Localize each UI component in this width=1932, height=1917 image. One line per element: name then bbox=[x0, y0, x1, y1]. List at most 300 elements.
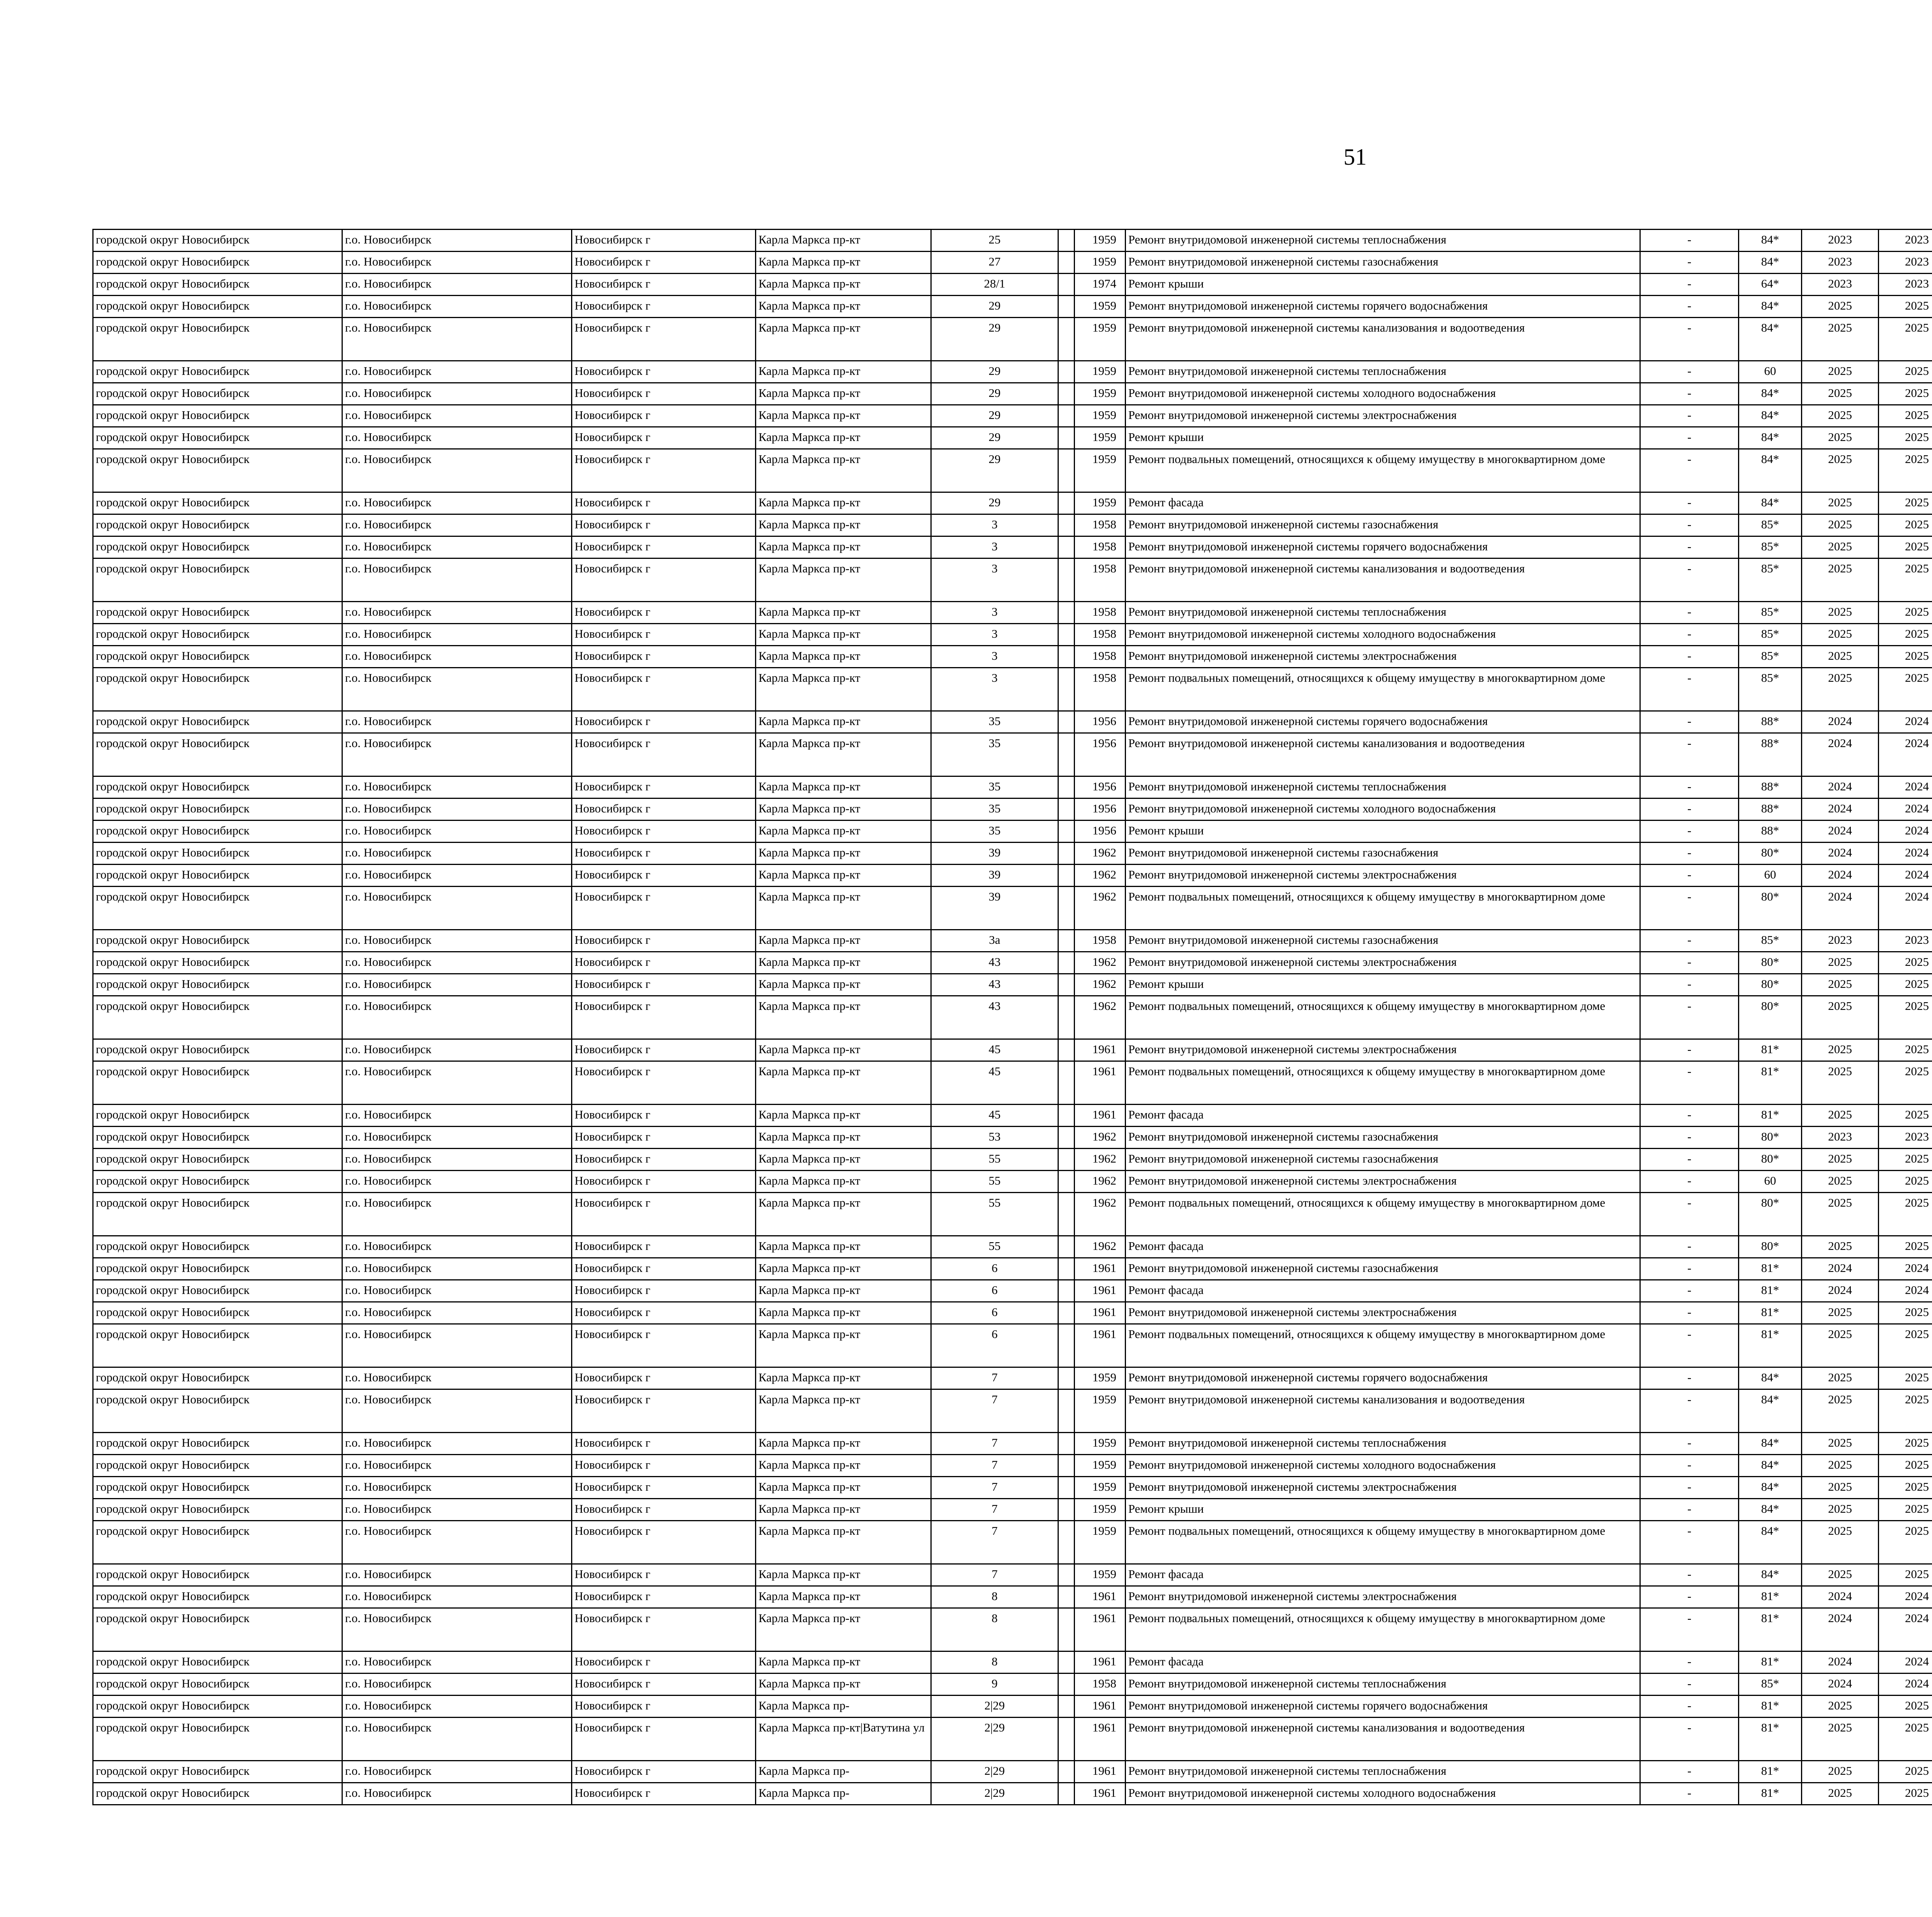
cell-district: г.о. Новосибирск bbox=[342, 318, 572, 361]
cell-street: Карла Маркса пр-кт bbox=[756, 646, 931, 668]
cell-plan-start-year: 2025 bbox=[1802, 405, 1879, 427]
cell-municipality: городской округ Новосибирск bbox=[93, 1696, 342, 1718]
cell-settlement: Новосибирск г bbox=[572, 1193, 756, 1236]
cell-municipality: городской округ Новосибирск bbox=[93, 1061, 342, 1105]
cell-plan-end-year: 2025 bbox=[1879, 1367, 1932, 1389]
cell-plan-end-year: 2025 bbox=[1879, 668, 1932, 711]
cell-work-type: Ремонт внутридомовой инженерной системы электроснабжения bbox=[1126, 1477, 1640, 1499]
cell-house-number: 55 bbox=[931, 1171, 1058, 1193]
cell-wear-percent: 84* bbox=[1739, 1455, 1802, 1477]
cell-plan-end-year: 2024 bbox=[1879, 1608, 1932, 1651]
cell-year-built: 1959 bbox=[1075, 318, 1126, 361]
cell-municipality: городской округ Новосибирск bbox=[93, 1521, 342, 1564]
cell-year-built: 1961 bbox=[1075, 1324, 1126, 1367]
cell-municipality: городской округ Новосибирск bbox=[93, 821, 342, 843]
cell-dash-col: - bbox=[1640, 1061, 1739, 1105]
cell-year-built: 1956 bbox=[1075, 776, 1126, 798]
table-row bbox=[93, 776, 1932, 798]
cell-plan-start-year: 2025 bbox=[1802, 602, 1879, 624]
cell-street: Карла Маркса пр-кт bbox=[756, 296, 931, 318]
cell-street: Карла Маркса пр- bbox=[756, 1696, 931, 1718]
cell-wear-percent: 81* bbox=[1739, 1061, 1802, 1105]
cell-street: Карла Маркса пр-кт bbox=[756, 602, 931, 624]
cell-settlement: Новосибирск г bbox=[572, 1039, 756, 1061]
cell-work-type: Ремонт крыши bbox=[1126, 821, 1640, 843]
cell-municipality: городской округ Новосибирск bbox=[93, 798, 342, 821]
cell-district: г.о. Новосибирск bbox=[342, 252, 572, 274]
cell-street: Карла Маркса пр-кт bbox=[756, 1455, 931, 1477]
cell-house-number: 45 bbox=[931, 1039, 1058, 1061]
cell-year-built: 1959 bbox=[1075, 296, 1126, 318]
cell-municipality: городской округ Новосибирск bbox=[93, 1149, 342, 1171]
cell-municipality: городской округ Новосибирск bbox=[93, 952, 342, 974]
cell-dash-col: - bbox=[1640, 1149, 1739, 1171]
cell-wear-percent: 84* bbox=[1739, 427, 1802, 449]
cell-wear-percent: 80* bbox=[1739, 1236, 1802, 1258]
cell-plan-end-year: 2025 bbox=[1879, 536, 1932, 558]
cell-district: г.о. Новосибирск bbox=[342, 843, 572, 865]
cell-plan-start-year: 2023 bbox=[1802, 930, 1879, 952]
cell-settlement: Новосибирск г bbox=[572, 558, 756, 602]
cell-wear-percent: 64* bbox=[1739, 274, 1802, 296]
cell-settlement: Новосибирск г bbox=[572, 230, 756, 252]
table-row bbox=[93, 1761, 1932, 1783]
cell-work-type: Ремонт внутридомовой инженерной системы электроснабжения bbox=[1126, 1039, 1640, 1061]
cell-dash-col: - bbox=[1640, 1651, 1739, 1674]
cell-empty-col bbox=[1058, 318, 1075, 361]
cell-work-type: Ремонт подвальных помещений, относящихся к общему имуществу в многоквартирном доме bbox=[1126, 668, 1640, 711]
cell-district: г.о. Новосибирск bbox=[342, 1651, 572, 1674]
cell-plan-start-year: 2023 bbox=[1802, 1127, 1879, 1149]
cell-district: г.о. Новосибирск bbox=[342, 930, 572, 952]
cell-dash-col: - bbox=[1640, 1280, 1739, 1302]
cell-dash-col: - bbox=[1640, 1039, 1739, 1061]
cell-wear-percent: 80* bbox=[1739, 843, 1802, 865]
cell-street: Карла Маркса пр-кт bbox=[756, 1586, 931, 1608]
cell-municipality: городской округ Новосибирск bbox=[93, 1127, 342, 1149]
cell-dash-col: - bbox=[1640, 536, 1739, 558]
cell-wear-percent: 80* bbox=[1739, 952, 1802, 974]
table-row bbox=[93, 274, 1932, 296]
cell-dash-col: - bbox=[1640, 1783, 1739, 1805]
cell-empty-col bbox=[1058, 427, 1075, 449]
table-row bbox=[93, 1696, 1932, 1718]
cell-street: Карла Маркса пр-кт bbox=[756, 252, 931, 274]
cell-plan-start-year: 2025 bbox=[1802, 1149, 1879, 1171]
cell-plan-start-year: 2025 bbox=[1802, 383, 1879, 405]
cell-year-built: 1962 bbox=[1075, 843, 1126, 865]
table-row bbox=[93, 1258, 1932, 1280]
cell-plan-end-year: 2025 bbox=[1879, 646, 1932, 668]
cell-plan-end-year: 2024 bbox=[1879, 1674, 1932, 1696]
cell-wear-percent: 60 bbox=[1739, 361, 1802, 383]
cell-settlement: Новосибирск г bbox=[572, 536, 756, 558]
cell-street: Карла Маркса пр-кт bbox=[756, 274, 931, 296]
cell-empty-col bbox=[1058, 887, 1075, 930]
cell-work-type: Ремонт внутридомовой инженерной системы горячего водоснабжения bbox=[1126, 1696, 1640, 1718]
cell-work-type: Ремонт крыши bbox=[1126, 427, 1640, 449]
cell-house-number: 7 bbox=[931, 1564, 1058, 1586]
cell-plan-end-year: 2025 bbox=[1879, 1499, 1932, 1521]
cell-settlement: Новосибирск г bbox=[572, 996, 756, 1039]
cell-plan-start-year: 2025 bbox=[1802, 427, 1879, 449]
cell-settlement: Новосибирск г bbox=[572, 1608, 756, 1651]
cell-year-built: 1959 bbox=[1075, 1367, 1126, 1389]
cell-plan-start-year: 2023 bbox=[1802, 274, 1879, 296]
cell-dash-col: - bbox=[1640, 1324, 1739, 1367]
cell-plan-start-year: 2025 bbox=[1802, 1105, 1879, 1127]
cell-street: Карла Маркса пр-кт|Ватутина ул bbox=[756, 1718, 931, 1761]
cell-plan-start-year: 2024 bbox=[1802, 1258, 1879, 1280]
cell-municipality: городской округ Новосибирск bbox=[93, 974, 342, 996]
cell-plan-end-year: 2025 bbox=[1879, 1061, 1932, 1105]
cell-district: г.о. Новосибирск bbox=[342, 558, 572, 602]
cell-year-built: 1962 bbox=[1075, 1171, 1126, 1193]
cell-dash-col: - bbox=[1640, 1564, 1739, 1586]
cell-district: г.о. Новосибирск bbox=[342, 821, 572, 843]
cell-wear-percent: 81* bbox=[1739, 1302, 1802, 1324]
cell-work-type: Ремонт внутридомовой инженерной системы теплоснабжения bbox=[1126, 1674, 1640, 1696]
cell-plan-end-year: 2025 bbox=[1879, 558, 1932, 602]
cell-house-number: 29 bbox=[931, 383, 1058, 405]
cell-street: Карла Маркса пр-кт bbox=[756, 449, 931, 492]
cell-house-number: 43 bbox=[931, 952, 1058, 974]
table-row bbox=[93, 930, 1932, 952]
cell-street: Карла Маркса пр-кт bbox=[756, 952, 931, 974]
cell-year-built: 1961 bbox=[1075, 1651, 1126, 1674]
cell-dash-col: - bbox=[1640, 1455, 1739, 1477]
cell-settlement: Новосибирск г bbox=[572, 1367, 756, 1389]
table-row bbox=[93, 230, 1932, 252]
table-row bbox=[93, 1455, 1932, 1477]
table-row bbox=[93, 798, 1932, 821]
cell-wear-percent: 80* bbox=[1739, 974, 1802, 996]
cell-street: Карла Маркса пр-кт bbox=[756, 974, 931, 996]
cell-work-type: Ремонт внутридомовой инженерной системы горячего водоснабжения bbox=[1126, 711, 1640, 733]
cell-wear-percent: 81* bbox=[1739, 1718, 1802, 1761]
cell-municipality: городской округ Новосибирск bbox=[93, 1783, 342, 1805]
cell-district: г.о. Новосибирск bbox=[342, 1171, 572, 1193]
table-row bbox=[93, 536, 1932, 558]
table-row bbox=[93, 952, 1932, 974]
cell-district: г.о. Новосибирск bbox=[342, 1455, 572, 1477]
cell-district: г.о. Новосибирск bbox=[342, 1149, 572, 1171]
cell-plan-start-year: 2025 bbox=[1802, 1433, 1879, 1455]
cell-district: г.о. Новосибирск bbox=[342, 1674, 572, 1696]
cell-year-built: 1958 bbox=[1075, 646, 1126, 668]
table-row bbox=[93, 1477, 1932, 1499]
cell-wear-percent: 81* bbox=[1739, 1258, 1802, 1280]
cell-empty-col bbox=[1058, 1324, 1075, 1367]
cell-house-number: 55 bbox=[931, 1149, 1058, 1171]
cell-street: Карла Маркса пр-кт bbox=[756, 1127, 931, 1149]
cell-district: г.о. Новосибирск bbox=[342, 230, 572, 252]
cell-street: Карла Маркса пр-кт bbox=[756, 1061, 931, 1105]
cell-year-built: 1956 bbox=[1075, 798, 1126, 821]
cell-plan-end-year: 2025 bbox=[1879, 1149, 1932, 1171]
cell-wear-percent: 85* bbox=[1739, 646, 1802, 668]
cell-empty-col bbox=[1058, 1171, 1075, 1193]
cell-street: Карла Маркса пр-кт bbox=[756, 536, 931, 558]
cell-year-built: 1959 bbox=[1075, 252, 1126, 274]
cell-municipality: городской округ Новосибирск bbox=[93, 230, 342, 252]
cell-empty-col bbox=[1058, 1258, 1075, 1280]
cell-house-number: 29 bbox=[931, 405, 1058, 427]
cell-dash-col: - bbox=[1640, 733, 1739, 776]
cell-settlement: Новосибирск г bbox=[572, 427, 756, 449]
table-row bbox=[93, 843, 1932, 865]
cell-plan-end-year: 2024 bbox=[1879, 887, 1932, 930]
cell-street: Карла Маркса пр-кт bbox=[756, 318, 931, 361]
cell-wear-percent: 80* bbox=[1739, 996, 1802, 1039]
cell-settlement: Новосибирск г bbox=[572, 974, 756, 996]
cell-house-number: 2|29 bbox=[931, 1761, 1058, 1783]
cell-district: г.о. Новосибирск bbox=[342, 1564, 572, 1586]
cell-settlement: Новосибирск г bbox=[572, 624, 756, 646]
cell-municipality: городской округ Новосибирск bbox=[93, 1651, 342, 1674]
cell-plan-start-year: 2025 bbox=[1802, 1564, 1879, 1586]
cell-district: г.о. Новосибирск bbox=[342, 668, 572, 711]
cell-municipality: городской округ Новосибирск bbox=[93, 1236, 342, 1258]
cell-settlement: Новосибирск г bbox=[572, 1761, 756, 1783]
cell-settlement: Новосибирск г bbox=[572, 296, 756, 318]
table-row bbox=[93, 974, 1932, 996]
table-row bbox=[93, 1039, 1932, 1061]
cell-plan-start-year: 2024 bbox=[1802, 1586, 1879, 1608]
cell-house-number: 7 bbox=[931, 1499, 1058, 1521]
cell-settlement: Новосибирск г bbox=[572, 1651, 756, 1674]
cell-year-built: 1962 bbox=[1075, 1236, 1126, 1258]
cell-plan-start-year: 2025 bbox=[1802, 1499, 1879, 1521]
cell-plan-start-year: 2024 bbox=[1802, 1608, 1879, 1651]
cell-dash-col: - bbox=[1640, 887, 1739, 930]
cell-plan-end-year: 2025 bbox=[1879, 1455, 1932, 1477]
cell-plan-start-year: 2025 bbox=[1802, 668, 1879, 711]
cell-settlement: Новосибирск г bbox=[572, 1389, 756, 1433]
cell-plan-end-year: 2024 bbox=[1879, 1258, 1932, 1280]
cell-work-type: Ремонт крыши bbox=[1126, 274, 1640, 296]
cell-district: г.о. Новосибирск bbox=[342, 1302, 572, 1324]
cell-street: Карла Маркса пр-кт bbox=[756, 798, 931, 821]
cell-district: г.о. Новосибирск bbox=[342, 1499, 572, 1521]
cell-empty-col bbox=[1058, 1674, 1075, 1696]
cell-settlement: Новосибирск г bbox=[572, 668, 756, 711]
cell-district: г.о. Новосибирск bbox=[342, 514, 572, 536]
cell-dash-col: - bbox=[1640, 1302, 1739, 1324]
cell-dash-col: - bbox=[1640, 274, 1739, 296]
cell-settlement: Новосибирск г bbox=[572, 1258, 756, 1280]
cell-municipality: городской округ Новосибирск bbox=[93, 405, 342, 427]
cell-wear-percent: 84* bbox=[1739, 1521, 1802, 1564]
cell-house-number: 6 bbox=[931, 1324, 1058, 1367]
cell-wear-percent: 84* bbox=[1739, 1433, 1802, 1455]
cell-wear-percent: 84* bbox=[1739, 405, 1802, 427]
cell-district: г.о. Новосибирск bbox=[342, 887, 572, 930]
cell-empty-col bbox=[1058, 668, 1075, 711]
cell-work-type: Ремонт внутридомовой инженерной системы электроснабжения bbox=[1126, 952, 1640, 974]
cell-plan-end-year: 2025 bbox=[1879, 1761, 1932, 1783]
table-row bbox=[93, 602, 1932, 624]
cell-street: Карла Маркса пр-кт bbox=[756, 821, 931, 843]
cell-municipality: городской округ Новосибирск bbox=[93, 514, 342, 536]
cell-year-built: 1962 bbox=[1075, 887, 1126, 930]
cell-empty-col bbox=[1058, 776, 1075, 798]
cell-year-built: 1974 bbox=[1075, 274, 1126, 296]
cell-house-number: 6 bbox=[931, 1280, 1058, 1302]
table-row bbox=[93, 821, 1932, 843]
cell-house-number: 29 bbox=[931, 318, 1058, 361]
cell-settlement: Новосибирск г bbox=[572, 1783, 756, 1805]
cell-work-type: Ремонт внутридомовой инженерной системы канализования и водоотведения bbox=[1126, 558, 1640, 602]
cell-plan-start-year: 2025 bbox=[1802, 996, 1879, 1039]
cell-dash-col: - bbox=[1640, 930, 1739, 952]
cell-house-number: 3 bbox=[931, 624, 1058, 646]
cell-district: г.о. Новосибирск bbox=[342, 798, 572, 821]
cell-work-type: Ремонт внутридомовой инженерной системы теплоснабжения bbox=[1126, 230, 1640, 252]
cell-plan-start-year: 2024 bbox=[1802, 1280, 1879, 1302]
cell-plan-end-year: 2025 bbox=[1879, 383, 1932, 405]
cell-street: Карла Маркса пр-кт bbox=[756, 668, 931, 711]
cell-plan-end-year: 2025 bbox=[1879, 296, 1932, 318]
cell-house-number: 39 bbox=[931, 887, 1058, 930]
cell-empty-col bbox=[1058, 1105, 1075, 1127]
cell-municipality: городской округ Новосибирск bbox=[93, 624, 342, 646]
table-row bbox=[93, 318, 1932, 361]
cell-settlement: Новосибирск г bbox=[572, 1105, 756, 1127]
table-row bbox=[93, 427, 1932, 449]
cell-district: г.о. Новосибирск bbox=[342, 383, 572, 405]
cell-settlement: Новосибирск г bbox=[572, 1127, 756, 1149]
cell-street: Карла Маркса пр-кт bbox=[756, 1499, 931, 1521]
cell-house-number: 3 bbox=[931, 646, 1058, 668]
cell-municipality: городской округ Новосибирск bbox=[93, 427, 342, 449]
cell-year-built: 1959 bbox=[1075, 405, 1126, 427]
cell-district: г.о. Новосибирск bbox=[342, 996, 572, 1039]
cell-street: Карла Маркса пр-кт bbox=[756, 1149, 931, 1171]
cell-plan-start-year: 2024 bbox=[1802, 865, 1879, 887]
table-row bbox=[93, 514, 1932, 536]
cell-district: г.о. Новосибирск bbox=[342, 1718, 572, 1761]
cell-empty-col bbox=[1058, 1061, 1075, 1105]
cell-settlement: Новосибирск г bbox=[572, 1586, 756, 1608]
cell-district: г.о. Новосибирск bbox=[342, 1127, 572, 1149]
cell-work-type: Ремонт крыши bbox=[1126, 974, 1640, 996]
cell-municipality: городской округ Новосибирск bbox=[93, 602, 342, 624]
cell-year-built: 1959 bbox=[1075, 1499, 1126, 1521]
cell-settlement: Новосибирск г bbox=[572, 405, 756, 427]
cell-work-type: Ремонт внутридомовой инженерной системы электроснабжения bbox=[1126, 1302, 1640, 1324]
cell-plan-end-year: 2024 bbox=[1879, 733, 1932, 776]
table-row bbox=[93, 492, 1932, 514]
cell-plan-start-year: 2025 bbox=[1802, 449, 1879, 492]
cell-year-built: 1961 bbox=[1075, 1586, 1126, 1608]
table-row bbox=[93, 1718, 1932, 1761]
cell-empty-col bbox=[1058, 602, 1075, 624]
cell-work-type: Ремонт подвальных помещений, относящихся к общему имуществу в многоквартирном доме bbox=[1126, 996, 1640, 1039]
cell-empty-col bbox=[1058, 252, 1075, 274]
cell-dash-col: - bbox=[1640, 1433, 1739, 1455]
cell-empty-col bbox=[1058, 1302, 1075, 1324]
cell-district: г.о. Новосибирск bbox=[342, 1236, 572, 1258]
cell-dash-col: - bbox=[1640, 624, 1739, 646]
cell-year-built: 1959 bbox=[1075, 427, 1126, 449]
cell-house-number: 6 bbox=[931, 1258, 1058, 1280]
cell-street: Карла Маркса пр-кт bbox=[756, 1389, 931, 1433]
cell-dash-col: - bbox=[1640, 1127, 1739, 1149]
cell-municipality: городской округ Новосибирск bbox=[93, 646, 342, 668]
cell-work-type: Ремонт подвальных помещений, относящихся к общему имуществу в многоквартирном доме bbox=[1126, 887, 1640, 930]
cell-dash-col: - bbox=[1640, 318, 1739, 361]
cell-work-type: Ремонт внутридомовой инженерной системы электроснабжения bbox=[1126, 1171, 1640, 1193]
cell-municipality: городской округ Новосибирск bbox=[93, 1105, 342, 1127]
cell-district: г.о. Новосибирск bbox=[342, 602, 572, 624]
cell-street: Карла Маркса пр-кт bbox=[756, 1608, 931, 1651]
cell-district: г.о. Новосибирск bbox=[342, 296, 572, 318]
cell-settlement: Новосибирск г bbox=[572, 492, 756, 514]
cell-dash-col: - bbox=[1640, 383, 1739, 405]
cell-street: Карла Маркса пр-кт bbox=[756, 996, 931, 1039]
cell-municipality: городской округ Новосибирск bbox=[93, 383, 342, 405]
cell-empty-col bbox=[1058, 558, 1075, 602]
cell-work-type: Ремонт внутридомовой инженерной системы канализования и водоотведения bbox=[1126, 318, 1640, 361]
cell-work-type: Ремонт подвальных помещений, относящихся к общему имуществу в многоквартирном доме bbox=[1126, 1521, 1640, 1564]
cell-settlement: Новосибирск г bbox=[572, 776, 756, 798]
cell-municipality: городской округ Новосибирск bbox=[93, 296, 342, 318]
cell-street: Карла Маркса пр-кт bbox=[756, 427, 931, 449]
cell-plan-end-year: 2025 bbox=[1879, 1302, 1932, 1324]
cell-house-number: 53 bbox=[931, 1127, 1058, 1149]
cell-plan-start-year: 2024 bbox=[1802, 711, 1879, 733]
cell-house-number: 2|29 bbox=[931, 1718, 1058, 1761]
cell-empty-col bbox=[1058, 536, 1075, 558]
cell-plan-end-year: 2025 bbox=[1879, 1564, 1932, 1586]
cell-plan-start-year: 2024 bbox=[1802, 733, 1879, 776]
cell-wear-percent: 84* bbox=[1739, 383, 1802, 405]
cell-plan-start-year: 2025 bbox=[1802, 1696, 1879, 1718]
cell-empty-col bbox=[1058, 1586, 1075, 1608]
cell-year-built: 1961 bbox=[1075, 1280, 1126, 1302]
cell-empty-col bbox=[1058, 646, 1075, 668]
cell-street: Карла Маркса пр-кт bbox=[756, 1324, 931, 1367]
cell-municipality: городской округ Новосибирск bbox=[93, 318, 342, 361]
cell-settlement: Новосибирск г bbox=[572, 361, 756, 383]
cell-house-number: 29 bbox=[931, 361, 1058, 383]
cell-house-number: 7 bbox=[931, 1367, 1058, 1389]
cell-street: Карла Маркса пр-кт bbox=[756, 383, 931, 405]
cell-municipality: городской округ Новосибирск bbox=[93, 252, 342, 274]
cell-year-built: 1962 bbox=[1075, 1149, 1126, 1171]
cell-dash-col: - bbox=[1640, 449, 1739, 492]
table-row bbox=[93, 1127, 1932, 1149]
cell-plan-end-year: 2025 bbox=[1879, 996, 1932, 1039]
cell-settlement: Новосибирск г bbox=[572, 1521, 756, 1564]
cell-municipality: городской округ Новосибирск bbox=[93, 711, 342, 733]
cell-work-type: Ремонт фасада bbox=[1126, 1564, 1640, 1586]
cell-municipality: городской округ Новосибирск bbox=[93, 1499, 342, 1521]
cell-municipality: городской округ Новосибирск bbox=[93, 865, 342, 887]
cell-dash-col: - bbox=[1640, 668, 1739, 711]
cell-wear-percent: 84* bbox=[1739, 1389, 1802, 1433]
cell-empty-col bbox=[1058, 1499, 1075, 1521]
cell-empty-col bbox=[1058, 230, 1075, 252]
cell-district: г.о. Новосибирск bbox=[342, 1324, 572, 1367]
table-row bbox=[93, 624, 1932, 646]
cell-settlement: Новосибирск г bbox=[572, 1171, 756, 1193]
cell-street: Карла Маркса пр-кт bbox=[756, 492, 931, 514]
table-row bbox=[93, 1302, 1932, 1324]
cell-municipality: городской округ Новосибирск bbox=[93, 274, 342, 296]
cell-empty-col bbox=[1058, 1127, 1075, 1149]
